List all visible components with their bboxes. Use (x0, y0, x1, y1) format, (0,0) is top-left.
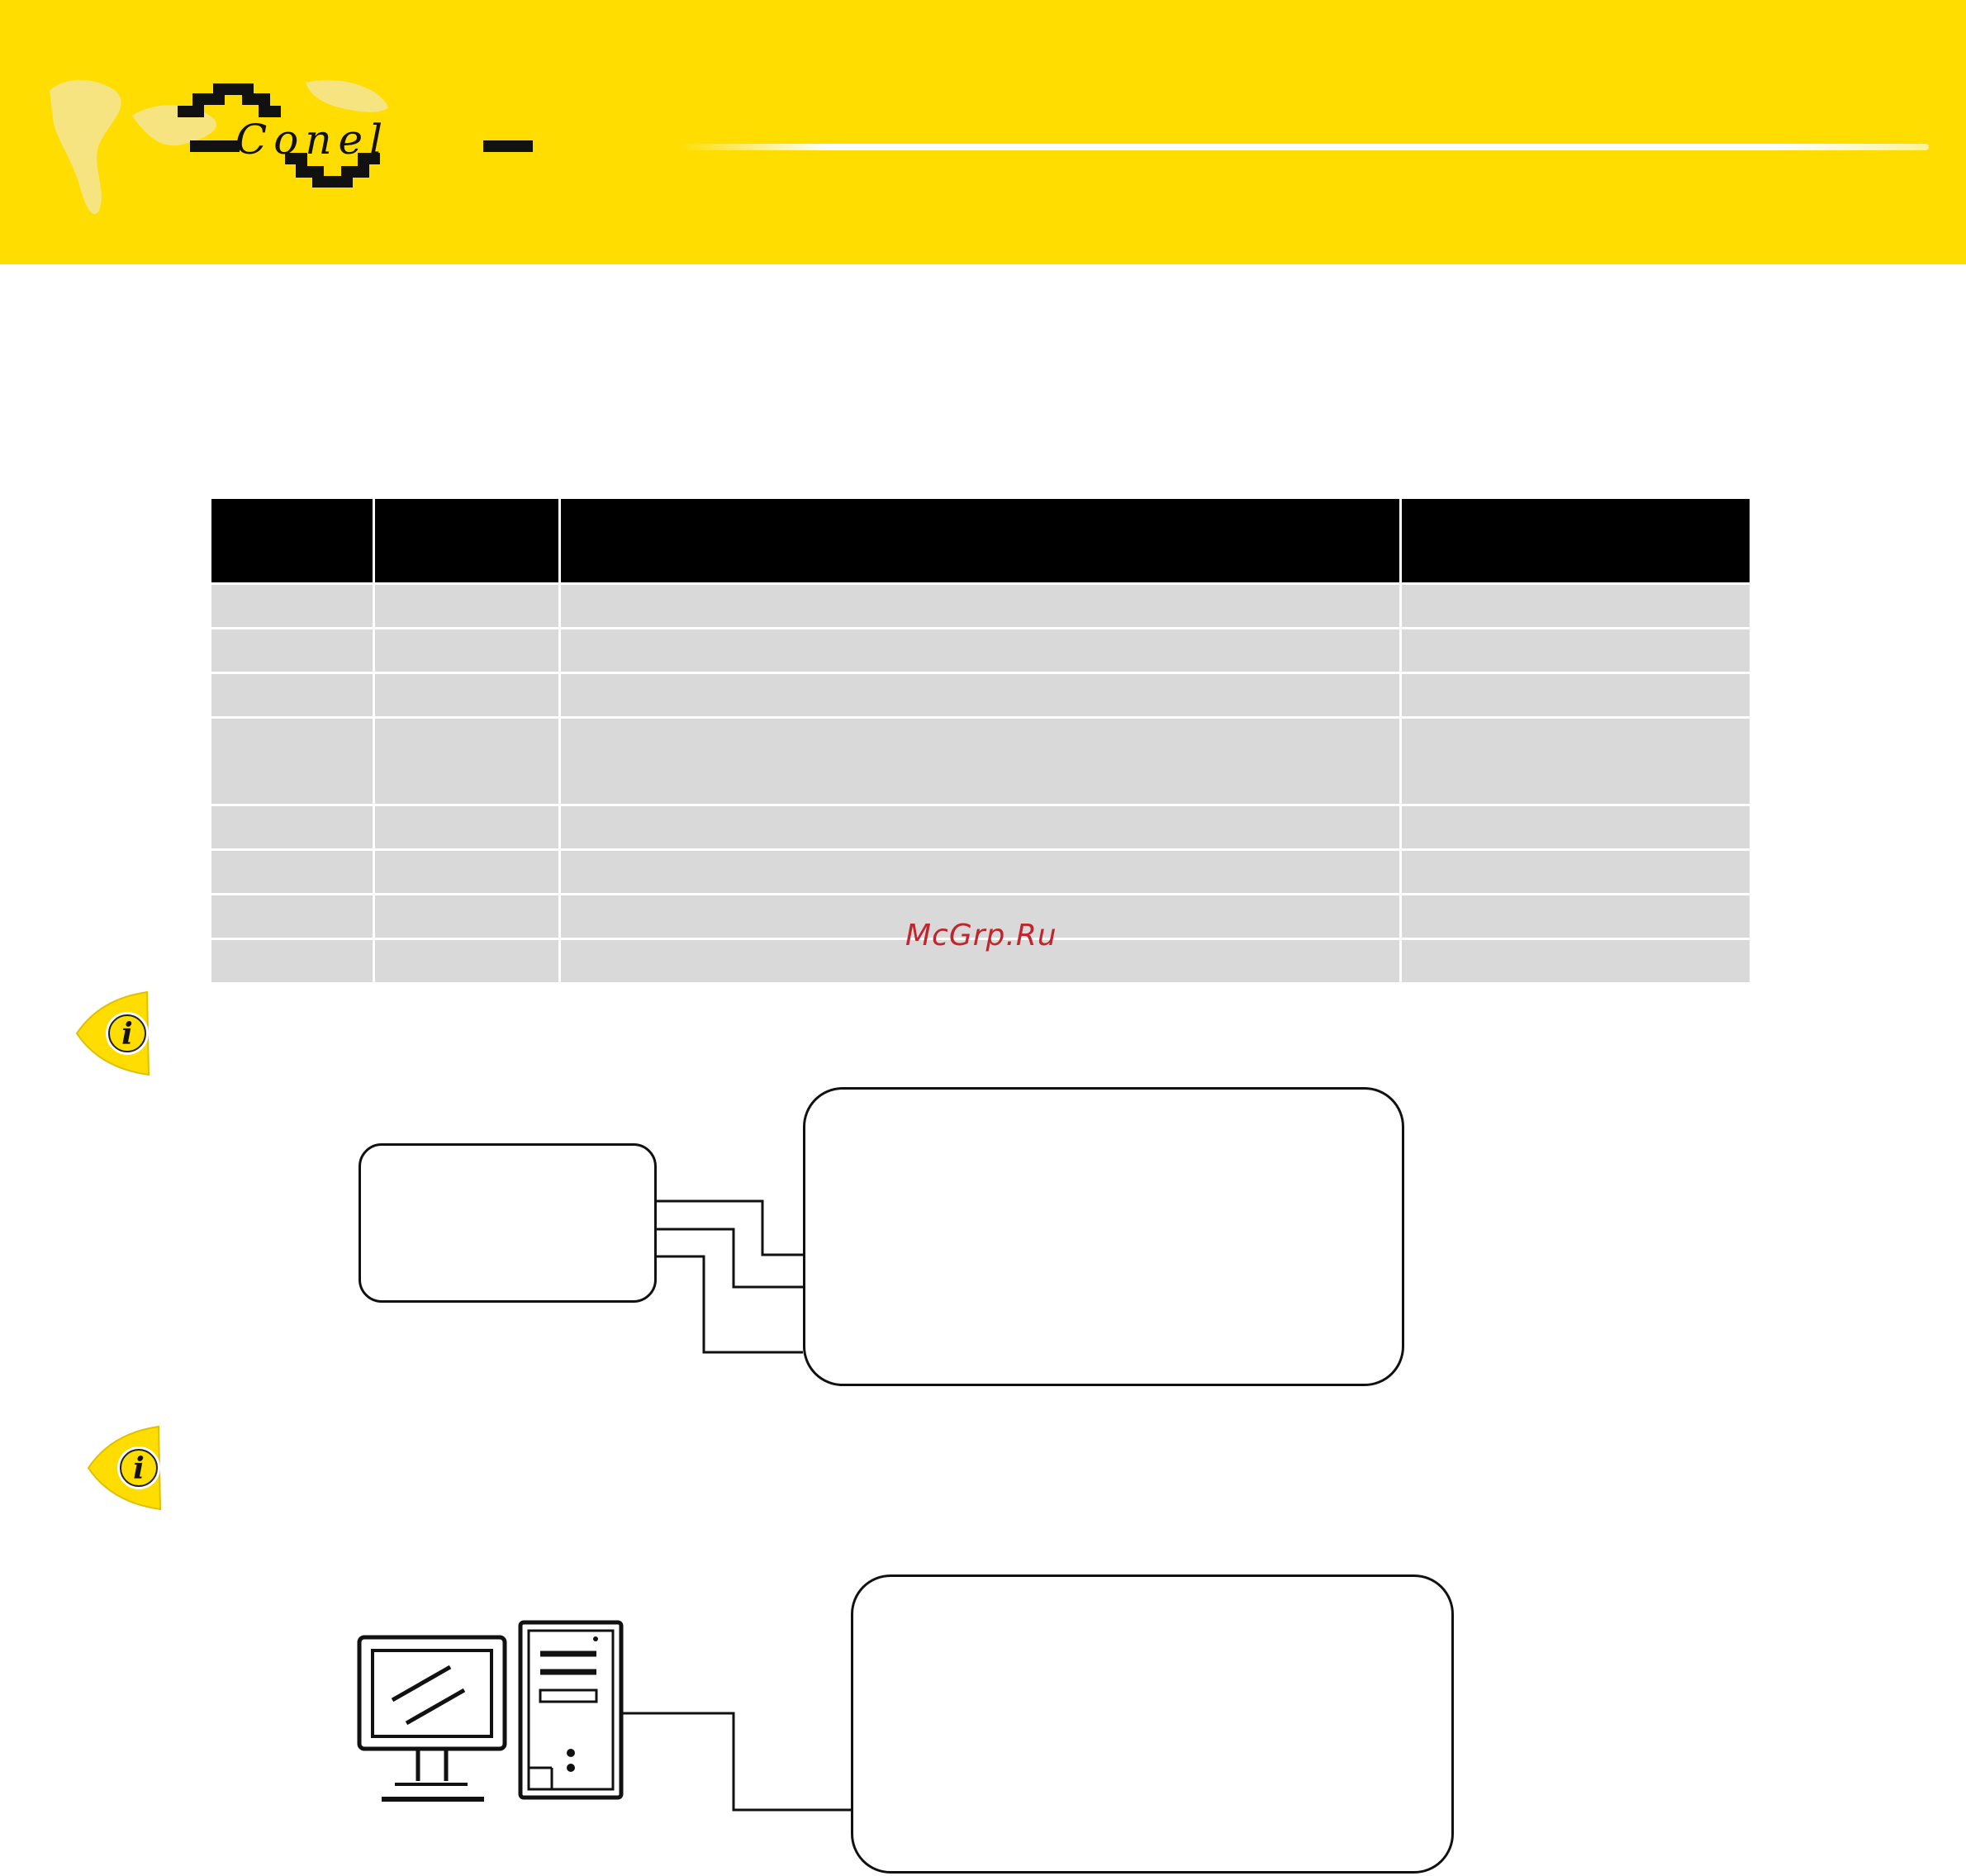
header-highlight-line (677, 144, 1929, 150)
table-row (211, 674, 1750, 716)
table-header-cell (375, 499, 558, 582)
table-row (211, 719, 1750, 804)
table-header-cell (1402, 499, 1750, 582)
info-icon (73, 988, 164, 1079)
desktop-computer-icon (359, 1622, 621, 1799)
device-box (359, 1143, 657, 1303)
info-icon (84, 1422, 175, 1513)
router-box (803, 1087, 1404, 1386)
table-row (211, 851, 1750, 893)
logo-text: Conel (235, 116, 390, 164)
svg-text:i: i (121, 1017, 133, 1052)
table-row (211, 585, 1750, 627)
table-header-cell (561, 499, 1400, 582)
watermark-text: McGrp.Ru (905, 919, 1057, 952)
page-header (0, 0, 1966, 264)
table-row (211, 806, 1750, 848)
parameter-table (209, 496, 1752, 985)
table-header-cell (211, 499, 373, 582)
router-box (851, 1574, 1454, 1874)
table-row (211, 629, 1750, 672)
svg-text:i: i (133, 1451, 145, 1486)
table-header-row (211, 499, 1750, 582)
